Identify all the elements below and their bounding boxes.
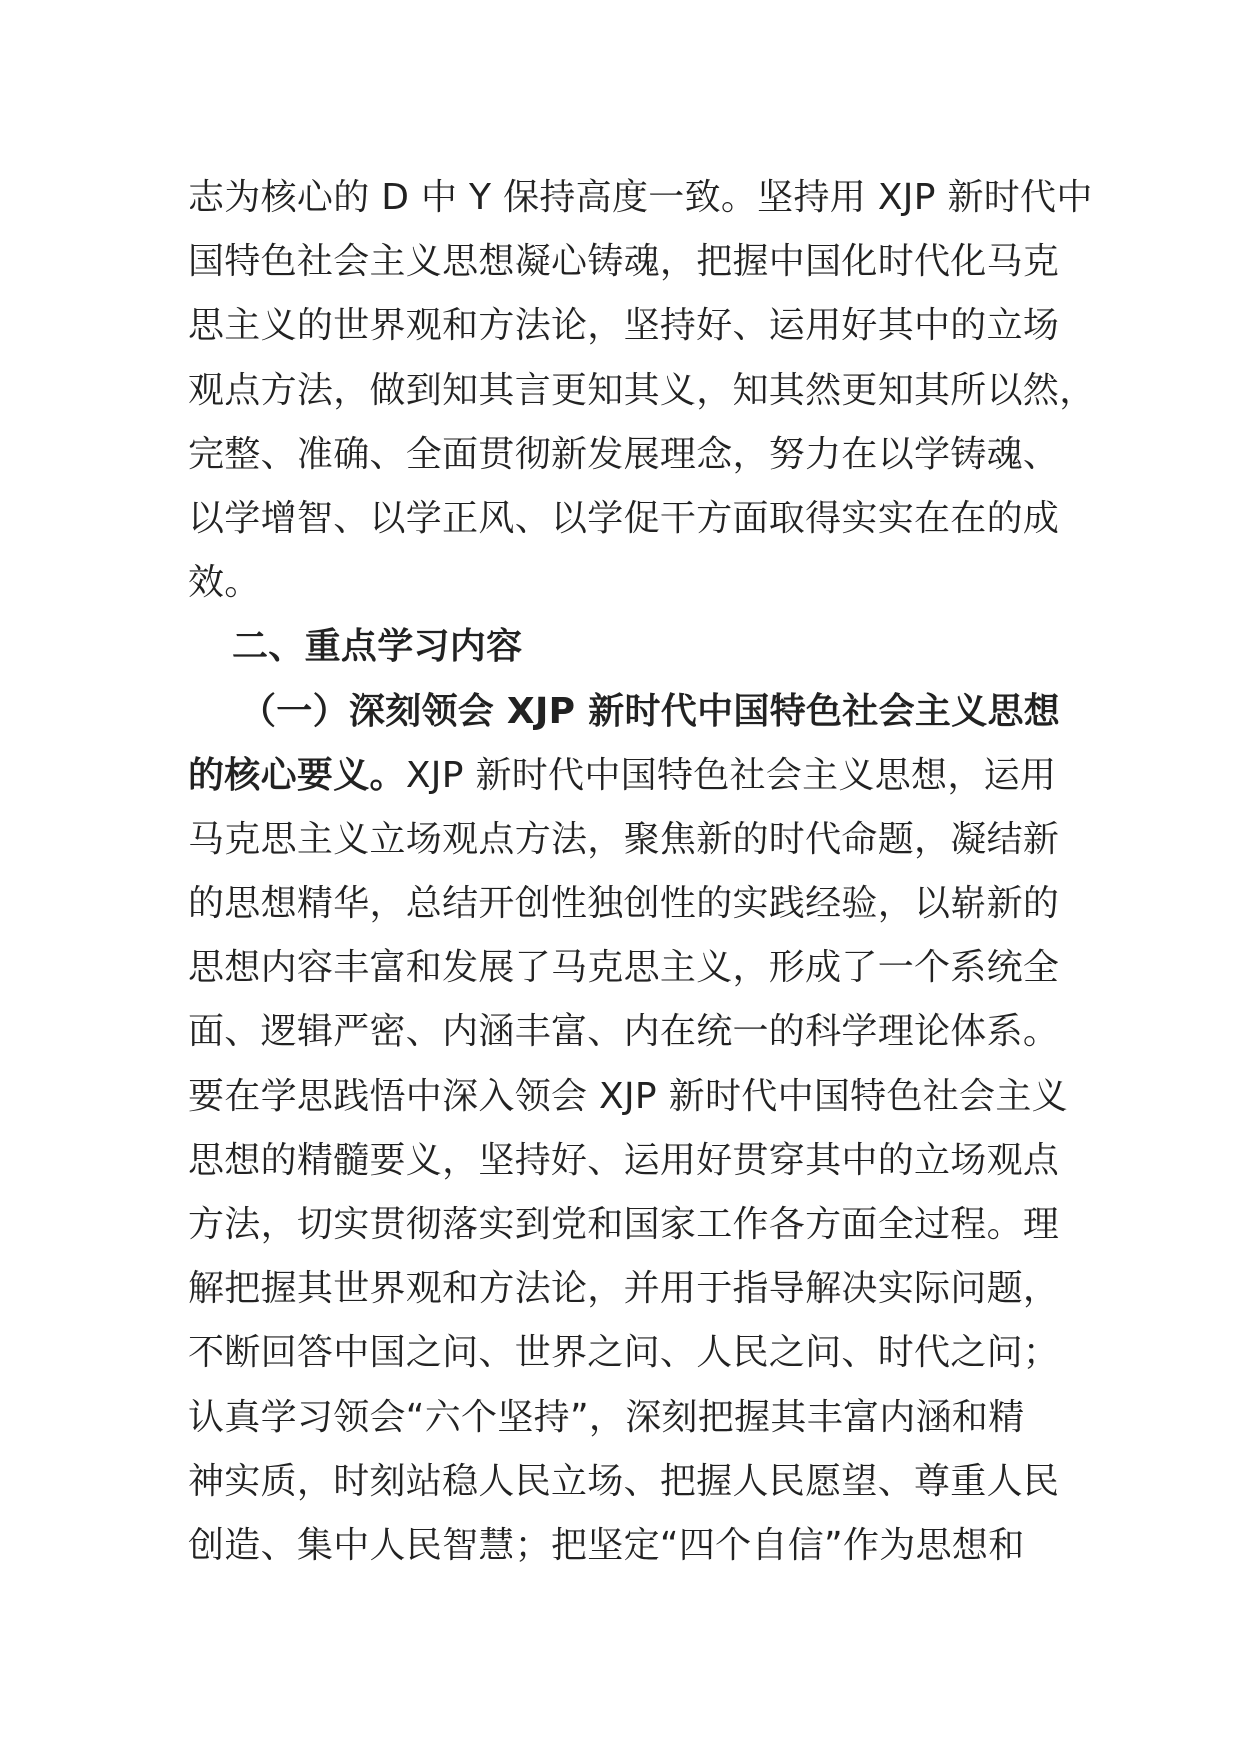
paragraph-line: 思主义的世界观和方法论，坚持好、运用好其中的立场 (188, 305, 1060, 347)
subsection-heading: （一）深刻领会 XJP 新时代中国特色社会主义思想 (240, 690, 1061, 732)
paragraph-line: 认真学习领会“六个坚持”，深刻把握其丰富内涵和精 (188, 1396, 1025, 1438)
paragraph-line: 方法，切实贯彻落实到党和国家工作各方面全过程。理 (188, 1204, 1060, 1245)
paragraph-line: 国特色社会主义思想凝心铸魂，把握中国化时代化马克 (188, 241, 1060, 283)
paragraph-line: 志为核心的 D 中 Y 保持高度一致。坚持用 XJP 新时代中 (188, 177, 1093, 218)
paragraph-text: XJP 新时代中国特色社会主义思想，运用 (405, 754, 1057, 796)
paragraph-line: 神实质，时刻站稳人民立场、把握人民愿望、尊重人民 (188, 1460, 1060, 1502)
section-heading: 二、重点学习内容 (232, 626, 523, 668)
paragraph-line: 思想内容丰富和发展了马克思主义，形成了一个系统全 (188, 947, 1060, 989)
paragraph-line: 面、逻辑严密、内涵丰富、内在统一的科学理论体系。 (188, 1011, 1060, 1053)
paragraph-line: 解把握其世界观和方法论，并用于指导解决实际问题， (188, 1268, 1060, 1310)
paragraph-line: 完整、准确、全面贯彻新发展理念，努力在以学铸魂、 (188, 433, 1060, 475)
paragraph-line: 创造、集中人民智慧；把坚定“四个自信”作为思想和 (188, 1524, 1025, 1566)
paragraph-line: 效。 (188, 562, 261, 604)
document-body (188, 166, 1096, 1578)
paragraph-line: 要在学思践悟中深入领会 XJP 新时代中国特色社会主义 (188, 1075, 1068, 1117)
paragraph-line: 以学增智、以学正风、以学促干方面取得实实在在的成 (188, 497, 1060, 539)
paragraph-line: 观点方法，做到知其言更知其义，知其然更知其所以然， (188, 369, 1096, 411)
subsection-heading-continued (188, 744, 1068, 808)
paragraph-line: 的思想精华，总结开创性独创性的实践经验，以崭新的 (188, 883, 1060, 925)
paragraph-line: 马克思主义立场观点方法，聚焦新的时代命题，凝结新 (188, 818, 1060, 860)
paragraph-line: 不断回答中国之问、世界之问、人民之问、时代之问； (188, 1332, 1060, 1374)
subsection-heading-end: 的核心要义。 (188, 754, 406, 796)
paragraph-line: 思想的精髓要义，坚持好、运用好贯穿其中的立场观点 (188, 1139, 1060, 1181)
